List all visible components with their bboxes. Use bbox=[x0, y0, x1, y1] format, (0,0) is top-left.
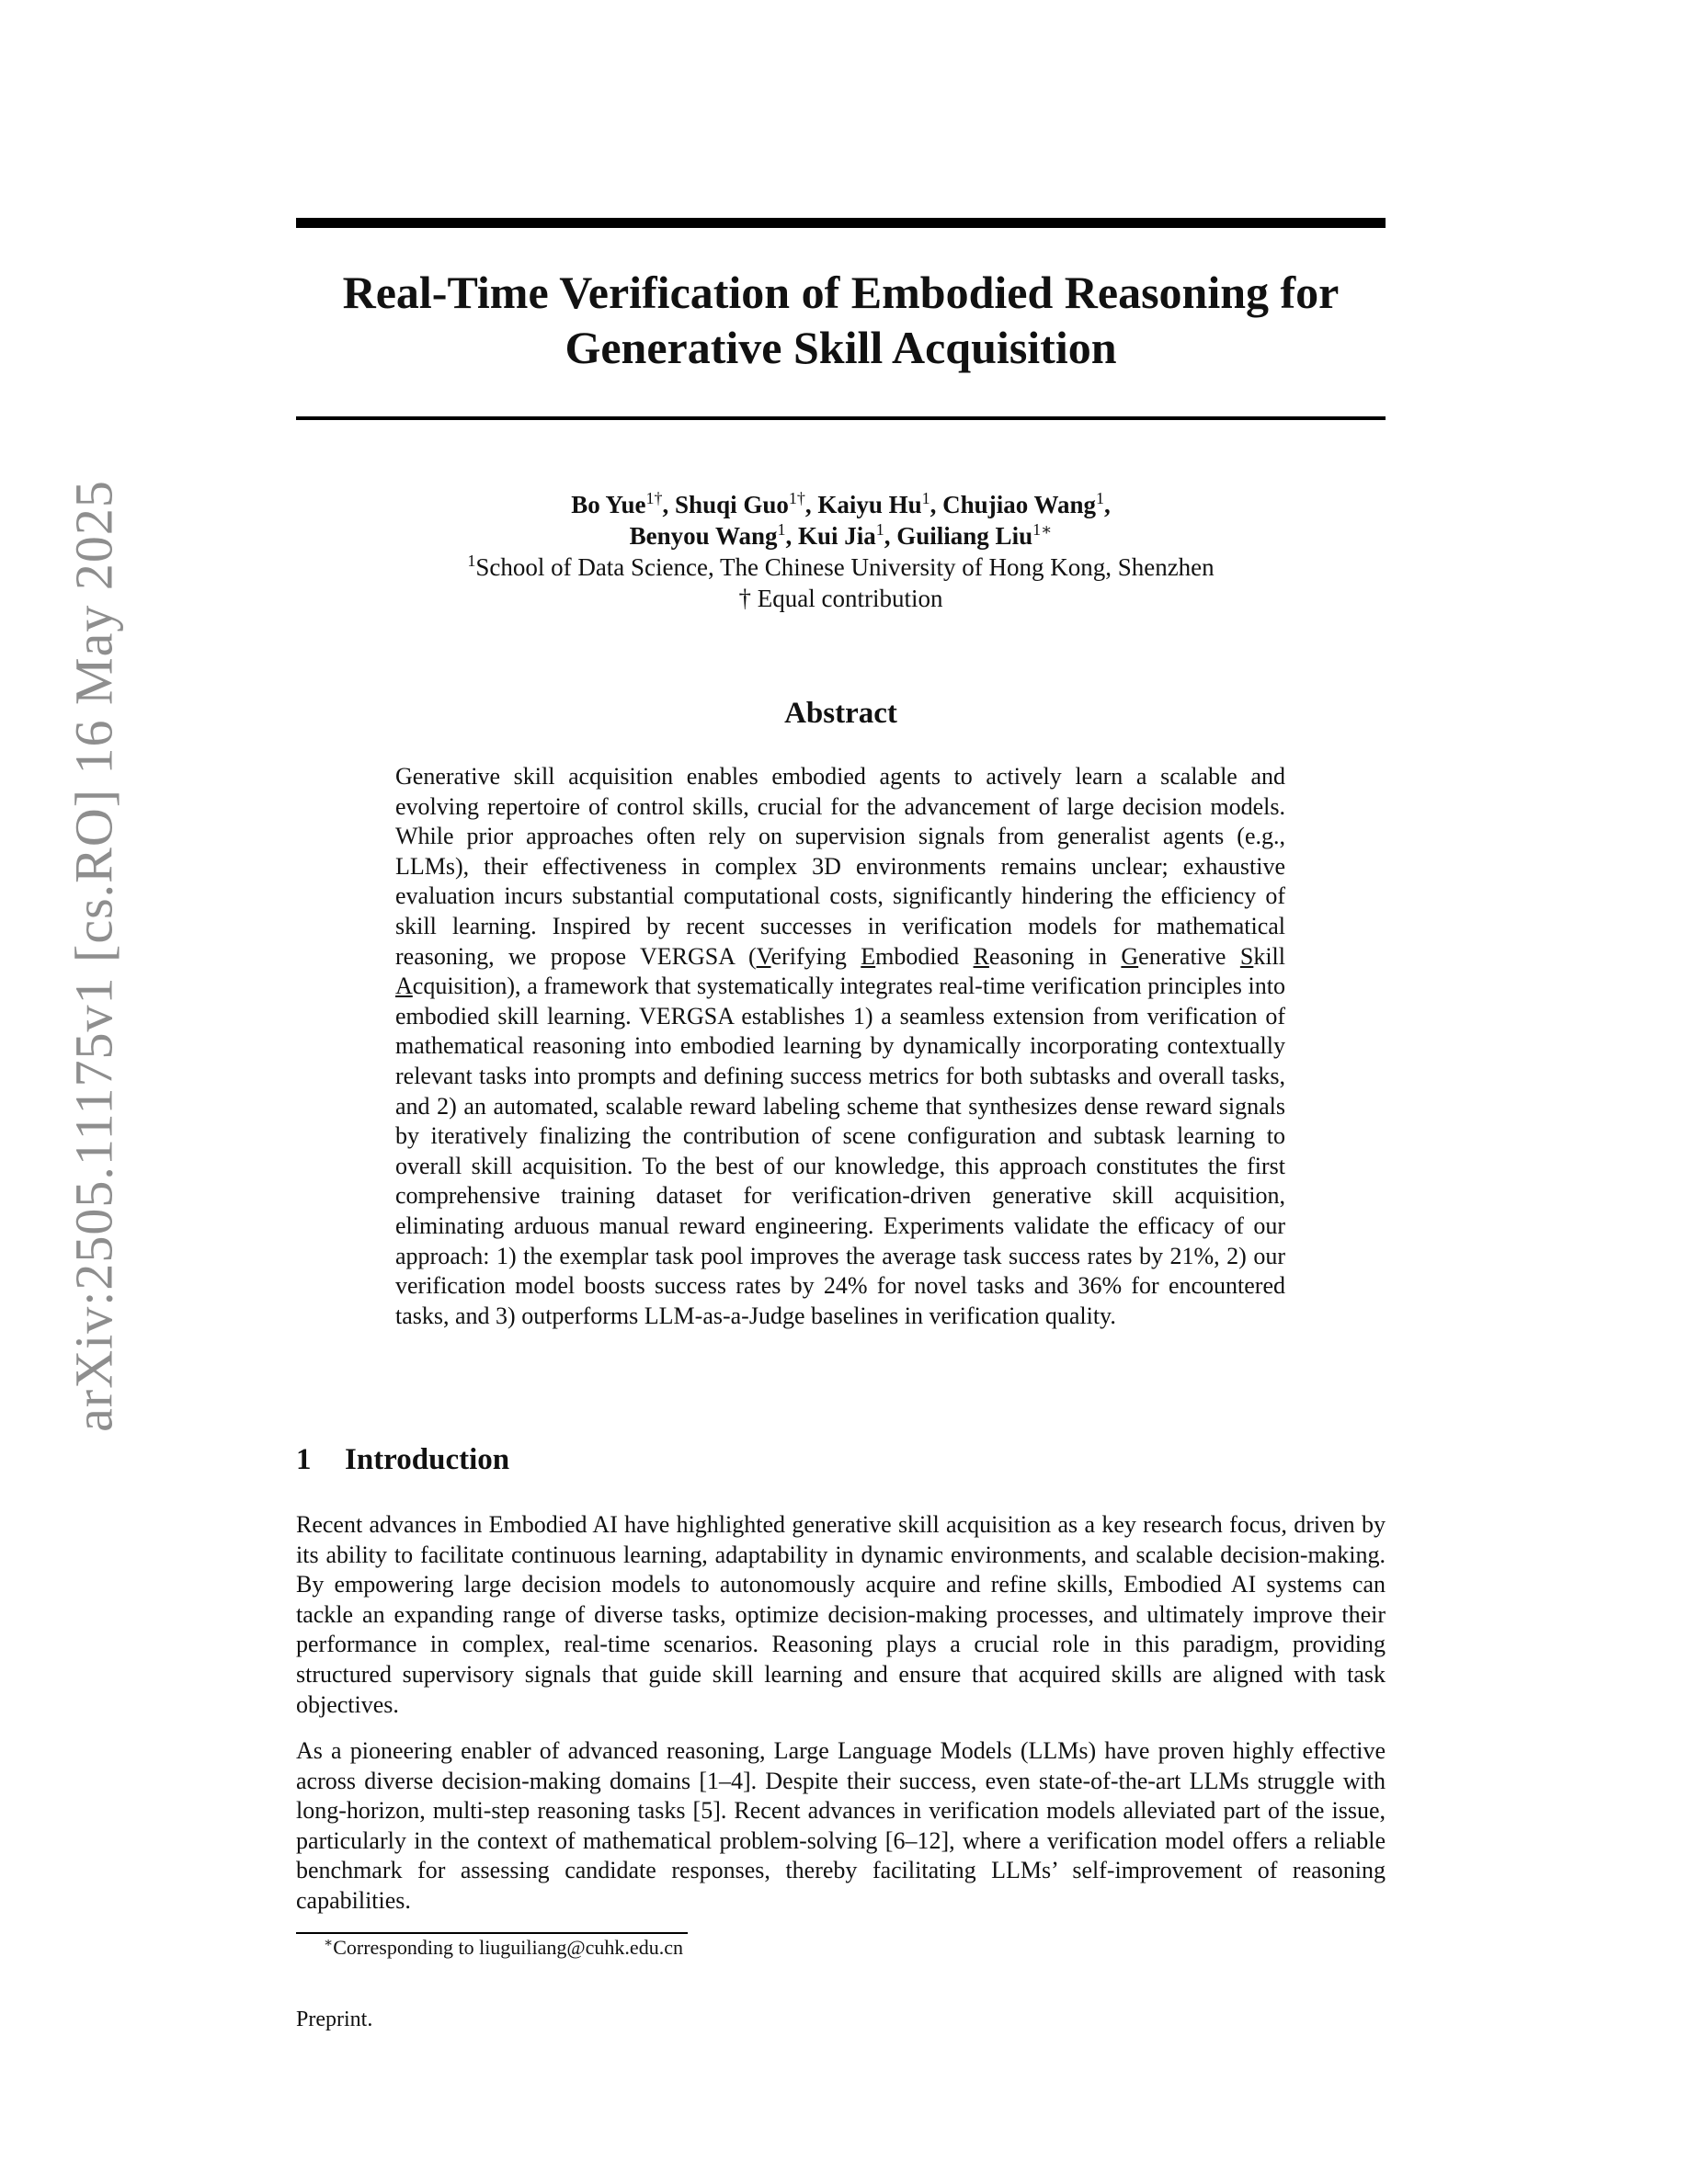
paper-title bbox=[296, 265, 1386, 375]
footnote-corresponding: ∗Corresponding to liuguiliang@cuhk.edu.cn bbox=[324, 1936, 683, 1959]
author: Guiliang Liu$^{1∗}$ bbox=[896, 520, 1053, 550]
title-top-rule bbox=[296, 218, 1386, 228]
title-line-1: Real-Time Verification of Embodied Reasoning for bbox=[342, 267, 1340, 318]
affiliation: $^1$School of Data Science, The Chinese University of Hong Kong, Shenzhen bbox=[467, 552, 1215, 581]
equal-contribution-note: † Equal contribution bbox=[738, 585, 943, 612]
preprint-label: Preprint. bbox=[296, 2008, 373, 2031]
author: Benyou Wang$^1$, bbox=[629, 520, 798, 550]
footnote-rule bbox=[296, 1932, 688, 1934]
author-block bbox=[296, 489, 1386, 614]
section-title: Introduction bbox=[345, 1443, 510, 1476]
title-bottom-rule bbox=[296, 416, 1386, 420]
author: Bo Yue$^{1\dagger}$, bbox=[571, 489, 676, 518]
section-heading-introduction bbox=[296, 1443, 509, 1477]
intro-paragraph-2: As a pioneering enabler of advanced reasoning, Large Language Models (LLMs) have proven highly effective across diverse decision-making domains [1–4]. Despite their success, even state-of-the-art LLMs struggle with long-horizon, multi-step reasoning tasks [5]. Recent advances in verification models alleviated part of the issue, particularly in the context of mathematical problem-solving [6–12], where a verification model offers a reliable benchmark for assessing candidate responses, thereby facilitating LLMs’ self-improvement of reasoning capabilities. bbox=[296, 1737, 1386, 1914]
author: Kui Jia$^1$, bbox=[797, 520, 897, 550]
title-line-2: Generative Skill Acquisition bbox=[565, 322, 1117, 373]
abstract-heading: Abstract bbox=[784, 697, 897, 730]
intro-paragraph-1: Recent advances in Embodied AI have highlighted generative skill acquisition as a key research focus, driven by its ability to facilitate continuous learning, adaptability in dynamic environments, and scalable decision-making. By empowering large decision models to autonomously acquire and refine skills, Embodied AI systems can tackle an expanding range of diverse tasks, optimize decision-making processes, and ultimately improve their performance in complex, real-time scenarios. Reasoning plays a crucial role in this paradigm, providing structured supervisory signals that guide skill learning and ensure that acquired skills are aligned with task objectives. bbox=[296, 1511, 1386, 1718]
author: Shuqi Guo$^{1\dagger}$, bbox=[675, 489, 818, 518]
arxiv-identifier: arXiv:2505.11175v1 [cs.RO] 16 May 2025 bbox=[63, 480, 124, 1432]
author: Kaiyu Hu$^1$, bbox=[817, 489, 943, 518]
author-line-1 bbox=[296, 489, 1386, 520]
section-number: 1 bbox=[296, 1443, 312, 1476]
author-line-2 bbox=[296, 520, 1386, 552]
abstract-text: Generative skill acquisition enables embodied agents to actively learn a scalable and evolving repertoire of control skills, crucial for the advancement of large decision models. While prior approaches often rely on supervision signals from generalist agents (e.g., LLMs), their effectiveness in complex 3D environments remains unclear; exhaustive evaluation incurs substantial computational costs, significantly hindering the efficiency of skill learning. Inspired by recent successes in verification models for mathematical reasoning, we propose VERGSA (Verifying Embodied Reasoning in Generative Skill Acquisition), a framework that systematically integrates real-time verification principles into embodied skill learning. VERGSA establishes 1) a seamless extension from verification of mathematical reasoning into embodied learning by dynamically incorporating contextually relevant tasks into prompts and defining success metrics for both subtasks and overall tasks, and 2) an automated, scalable reward labeling scheme that synthesizes dense reward signals by iteratively finalizing the contribution of scene configuration and subtask learning to overall skill acquisition. To the best of our knowledge, this approach constitutes the first comprehensive training dataset for verification-driven generative skill acquisition, eliminating arduous manual reward engineering. Experiments validate the efficacy of our approach: 1) the exemplar task pool improves the average task success rates by 21%, 2) our verification model boosts success rates by 24% for novel tasks and 36% for encountered tasks, and 3) outperforms LLM-as-a-Judge baselines in verification quality. bbox=[395, 763, 1285, 1329]
author: Chujiao Wang$^1$, bbox=[942, 489, 1111, 518]
